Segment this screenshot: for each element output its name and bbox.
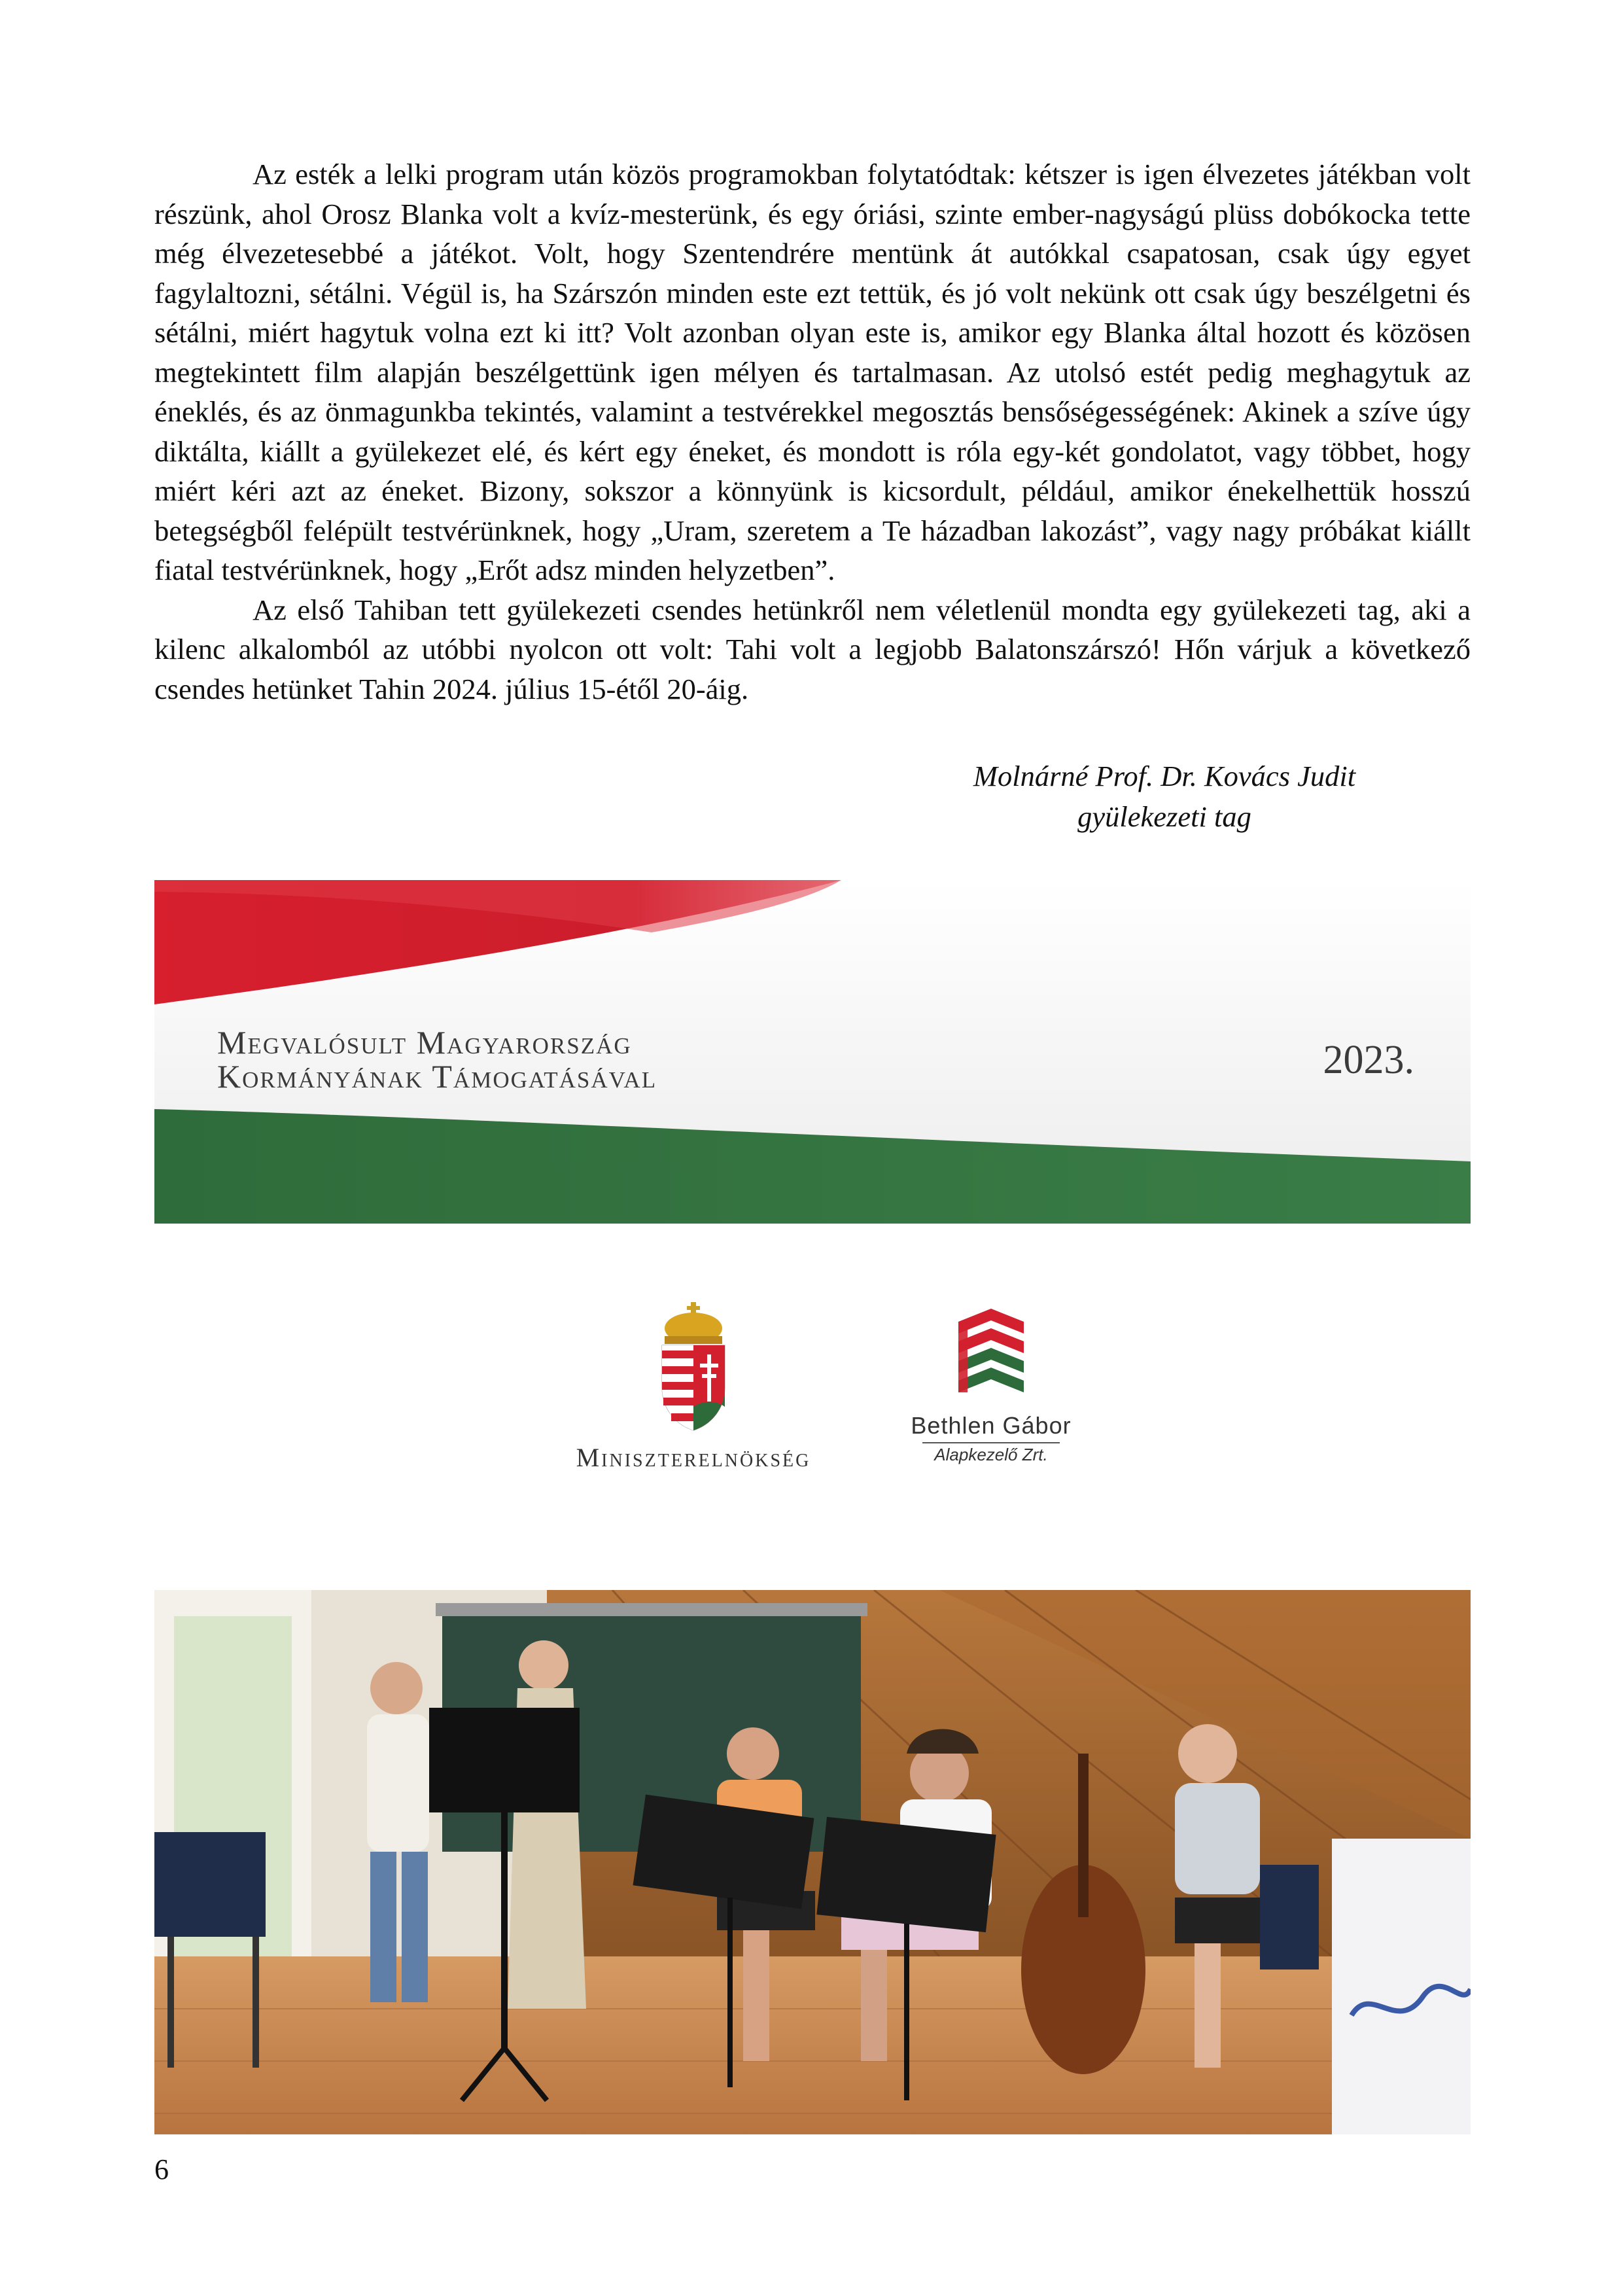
music-performance-photo bbox=[154, 1590, 1471, 2134]
government-support-banner bbox=[154, 880, 1471, 1224]
banner-year: 2023. bbox=[1323, 1038, 1414, 1082]
banner-caption bbox=[217, 1025, 657, 1093]
left-logo-caption: Miniszterelnökség bbox=[576, 1443, 811, 1472]
photo-illustration bbox=[154, 1590, 1471, 2134]
bethlen-gabor-logo bbox=[883, 1302, 1099, 1479]
right-logo-subcaption: Alapkezelő Zrt. bbox=[934, 1445, 1048, 1464]
paragraph-2: Az első Tahiban tett gyülekezeti csendes hetünkről nem véletlenül mondta egy gyülekezeti tag, aki a kilenc alkalomból az utóbbi nyolcon ott volt: Tahi volt a legjobb Balatonszárszó! Hőn várjuk a következő csendes hetünket Tahin 2024. július 15-étől 20-áig. bbox=[154, 593, 1471, 705]
paragraph-1: Az esték a lelki program után közös programokban folytatódtak: kétszer is igen élvezetes játékban volt részünk, ahol Orosz Blanka volt a kvíz-mesterünk, és egy óriási, szinte ember-nagyságú plüss dobókocka tette még élvezetesebbé a játékot. Volt, hogy Szentendrére mentünk át autókkal csapatosan, csak úgy egyet fagylaltozni, sétálni. Végül is, ha Szárszón minden este ezt tettük, és jó volt nekünk ott csak úgy beszélgetni és sétálni, miért hagytuk volna ezt ki itt? Volt azonban olyan este is, amikor egy Blanka által hozott és közösen megtekintett film alapján beszélgettünk igen mélyen és tartalmasan. Az utolsó estét pedig meghagytuk az éneklés, és az önmagunkba tekintés, valamint a testvérekkel megosztás bensőségességének: Akinek a szíve úgy diktálta, kiállt a gyülekezet elé, és kért egy éneket, és mondott is róla egy-két gondolatot, vagy többet, hogy miért kéri azt az éneket. Bizony, sokszor a könnyünk is kicsordult, például, amikor énekelhettük hosszú betegségből felépült testvérünknek, hogy „Uram, szeretem a Te házadban lakozást”, vagy nagy próbákat kiállt fiatal testvérünknek, hogy „Erőt adsz minden helyzetben”. bbox=[154, 158, 1471, 586]
signature bbox=[903, 756, 1426, 837]
page-number: 6 bbox=[154, 2153, 169, 2185]
miniszterelnokseg-logo bbox=[543, 1302, 844, 1479]
bethlen-gabor-icon bbox=[945, 1302, 1037, 1407]
article-body bbox=[154, 154, 1471, 709]
signature-role: gyülekezeti tag bbox=[1077, 800, 1251, 833]
signature-name: Molnárné Prof. Dr. Kovács Judit bbox=[973, 760, 1356, 792]
logo-divider bbox=[922, 1442, 1060, 1443]
banner-line-1: Megvalósult Magyarország bbox=[217, 1024, 632, 1061]
right-logo-caption: Bethlen Gábor bbox=[911, 1412, 1072, 1439]
banner-line-2: Kormányának Támogatásával bbox=[217, 1058, 657, 1095]
coat-of-arms-icon bbox=[654, 1302, 733, 1433]
